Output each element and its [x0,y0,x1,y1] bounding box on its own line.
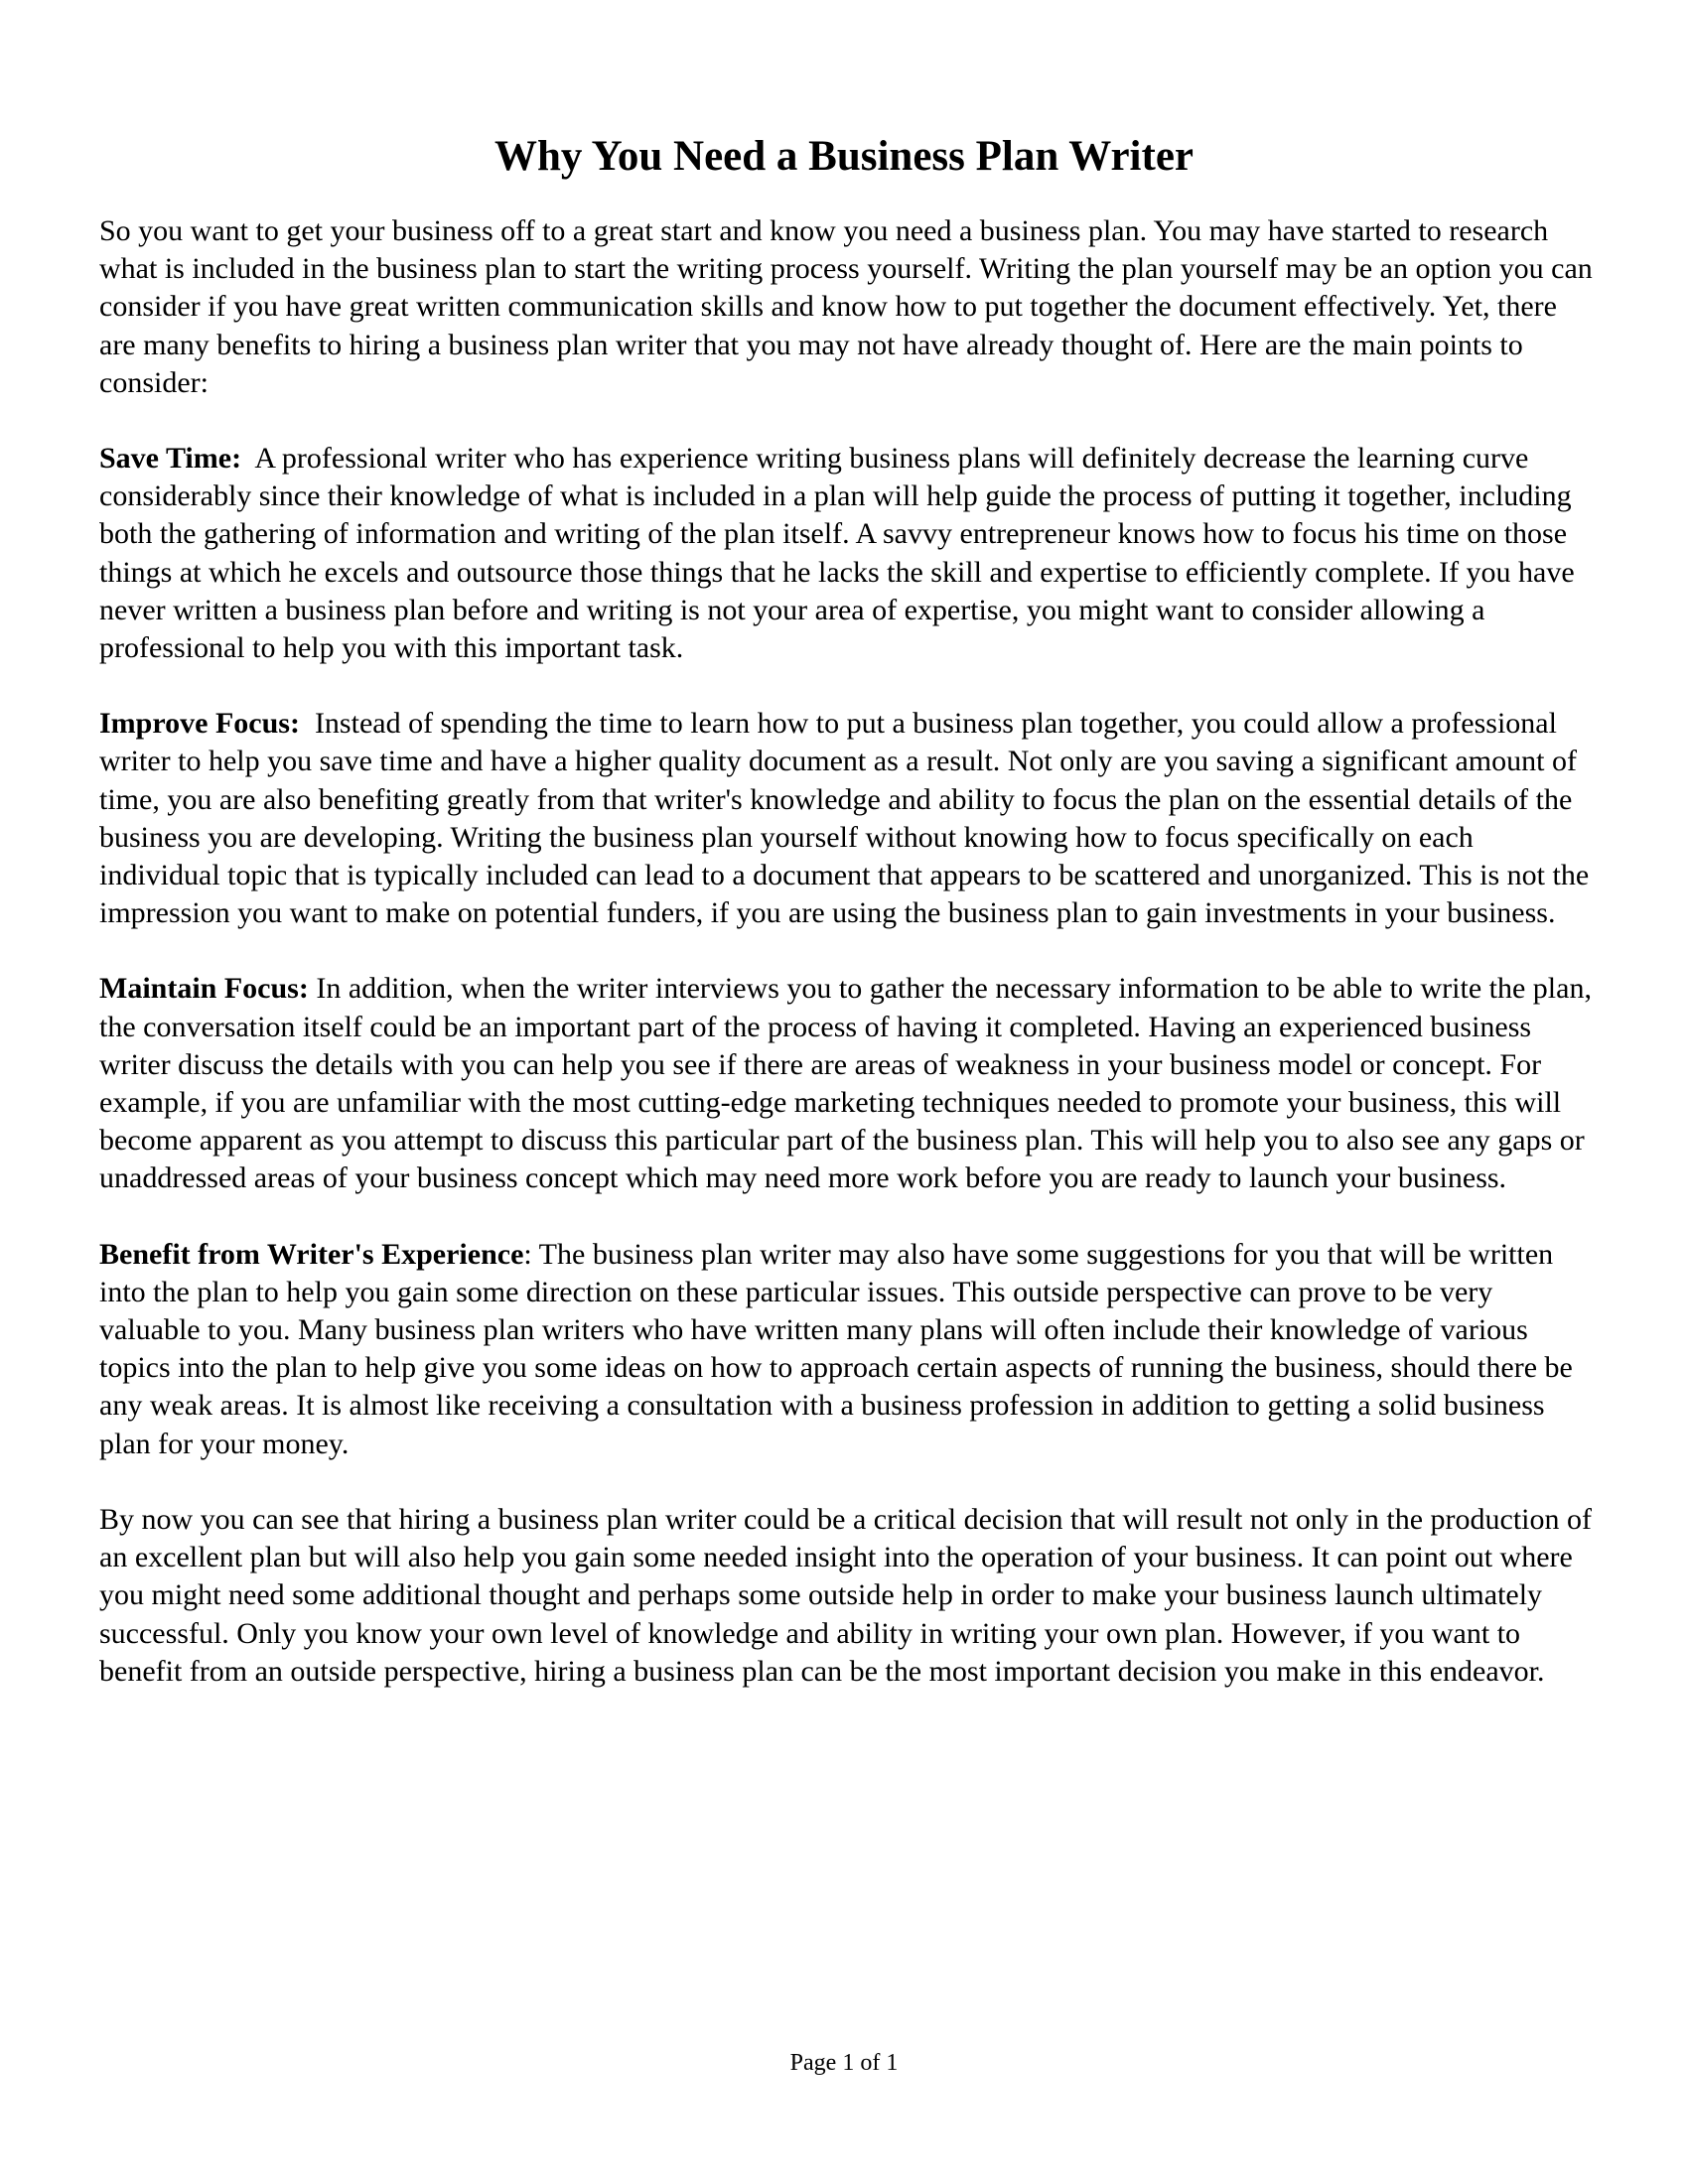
section-improve-focus [99,705,1594,932]
page-number: Page 1 of 1 [789,2050,899,2076]
section-heading-save-time: Save Time: [99,442,242,476]
page-title: Why You Need a Business Plan Writer [494,133,1194,180]
intro-paragraph: So you want to get your business off to a great start and know you need a business plan. You may have started to research what is included in the business plan to start the writing process yourself. Writing the plan yourself may be an option you can consider if you have great written communication skills and know how to put together the document effectively. Yet, there are many benefits to hiring a business plan writer that you may not have already thought of. Here are the main points to consider: [99,214,1593,399]
section-save-time [99,440,1594,667]
section-text-improve-focus: Instead of spending the time to learn how to put a business plan together, you could allow a professional writer to help you save time and have a higher quality document as a result. Not only are you saving a significant amount of time, you are also benefiting greatly from that writer's knowledge and ability to focus the plan on the essential details of the business you are developing. Writing the business plan yourself without knowing how to focus specifically on each individual topic that is typically included can lead to a document that appears to be scattered and unorganized. This is not the impression you want to make on potential funders, if you are using the business plan to gain investments in your business. [99,707,1590,930]
section-heading-maintain-focus: Maintain Focus: [99,972,309,1006]
section-separator [241,442,254,475]
section-maintain-focus [99,970,1594,1197]
section-text-maintain-focus: In addition, when the writer interviews you to gather the necessary information to be able to write the plan, the conversation itself could be an important part of the process of having it completed. Having an experienced business writer discuss the details with you can help you see if there are areas of weakness in your business model or concept. For example, if you are unfamiliar with the most cutting-edge marketing techniques needed to promote your business, this will become apparent as you attempt to discuss this particular part of the business plan. This will help you to also see any gaps or unaddressed areas of your business concept which may need more work before you are ready to launch your business. [99,972,1592,1195]
section-separator [300,707,315,740]
section-heading-improve-focus: Improve Focus: [99,707,300,741]
section-text-writer-experience: : The business plan writer may also have some suggestions for you that will be written into the plan to help you gain some direction on these particular issues. This outside perspective can prove to be very valuable to you. Many business plan writers who have written many plans will often include their knowledge of various topics into the plan to help give you some ideas on how to approach certain aspects of running the business, should there be any weak areas. It is almost like receiving a consultation with a business profession in addition to getting a solid business plan for your money. [99,1237,1573,1460]
document-body [99,212,1594,1728]
section-writer-experience [99,1236,1594,1463]
conclusion-paragraph: By now you can see that hiring a business plan writer could be a critical decision that will result not only in the production of an excellent plan but will also help you gain some needed insight into the operation of your business. It can point out where you might need some additional thought and perhaps some outside help in order to make your business launch ultimately successful. Only you know your own level of knowledge and ability in writing your own plan. However, if you want to benefit from an outside perspective, hiring a business plan can be the most important decision you make in this endeavor. [99,1502,1592,1688]
section-heading-writer-experience: Benefit from Writer's Experience [99,1237,524,1271]
section-text-save-time: A professional writer who has experience writing business plans will definitely decrease the learning curve considerably since their knowledge of what is included in a plan will help guide the process of putting it together, including both the gathering of information and writing of the plan itself. A savvy entrepreneur knows how to focus his time on those things at which he excels and outsource those things that he lacks the skill and expertise to efficiently complete. If you have never written a business plan before and writing is not your area of expertise, you might want to consider allowing a professional to help you with this important task. [99,442,1575,665]
